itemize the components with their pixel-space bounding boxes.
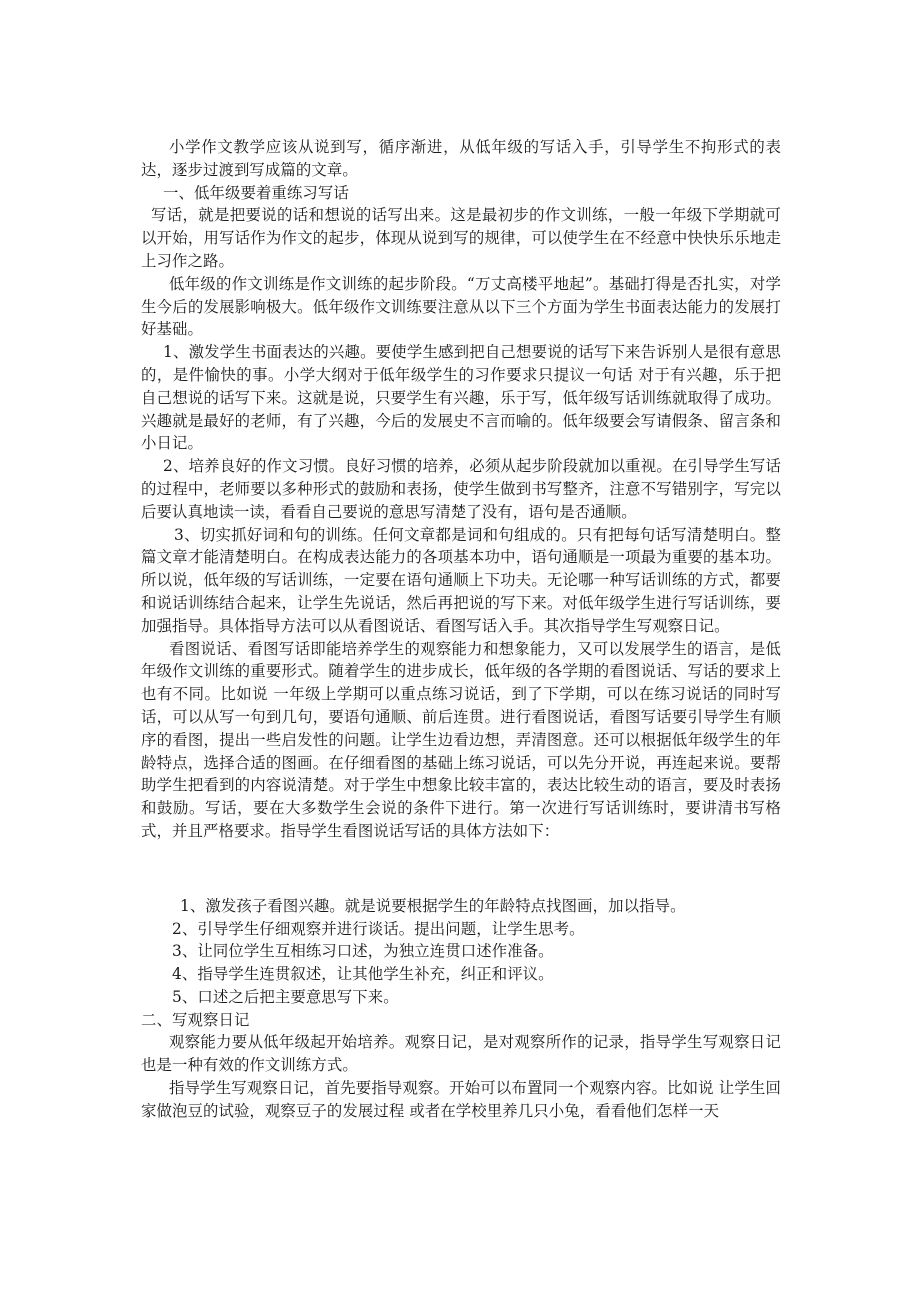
list-item: 4、指导学生连贯叙述，让其他学生补充，纠正和评议。 — [172, 965, 554, 984]
document-page — [141, 136, 781, 1123]
section-heading-2: 二、写观察日记 — [141, 1010, 250, 1029]
point-habits: 2、培养良好的作文习惯。良好习惯的培养，必须从起步阶段就加以重视。在引导学生写话的过程中，老师要以多种形式的鼓励和表扬，使学生做到书写整齐，注意不写错别字，写完以后要认真地读一读，看看自己要说的意思写清楚了没有，语句是否通顺。 — [141, 457, 781, 521]
point-interest: 1、激发学生书面表达的兴趣。要使学生感到把自己想要说的话写下来告诉别人是很有意思的，是件愉快的事。小学大纲对于低年级学生的习作要求只提议一句话 对于有兴趣，乐于把自己想说的话写下来。这就是说，只要学生有兴趣，乐于写，低年级写话训练就取得了成功。兴趣就是最好的老师，有了兴趣，今后的发展史不言而喻的。低年级要会写请假条、留言条和小日记。 — [141, 343, 781, 453]
list-item: 3、让同位学生互相练习口述，为独立连贯口述作准备。 — [172, 942, 554, 961]
list-item: 1、激发孩子看图兴趣。就是说要根据学生的年龄特点找图画，加以指导。 — [180, 896, 686, 915]
paragraph-observation-diary: 指导学生写观察日记，首先要指导观察。开始可以布置同一个观察内容。比如说 让学生回家做泡豆的试验，观察豆子的发展过程 或者在学校里养几只小兔，看看他们怎样一天 — [141, 1079, 781, 1120]
list-item: 5、口述之后把主要意思写下来。 — [172, 987, 399, 1006]
list-item: 2、引导学生仔细观察并进行谈话。提出问题，让学生思考。 — [172, 919, 585, 938]
paragraph-gap — [141, 843, 781, 895]
paragraph-observation-ability: 观察能力要从低年级起开始培养。观察日记，是对观察所作的记录，指导学生写观察日记也是一种有效的作文训练方式。 — [141, 1033, 781, 1075]
point-words-sentences: 3、切实抓好词和句的训练。任何文章都是词和句组成的。只有把每句话写清楚明白。整篇文章才能清楚明白。在构成表达能力的各项基本功中，语句通顺是一项最为重要的基本功。所以说，低年级的写话训练，一定要在语句通顺上下功夫。无论哪一种写话训练的方式，都要和说话训练结合起来，让学生先说话，然后再把说的写下来。对低年级学生进行写话训练，要加强指导。具体指导方法可以从看图说话、看图写话入手。其次指导学生写观察日记。 — [141, 525, 781, 635]
section-heading-1: 一、低年级要着重练习写话 — [163, 183, 349, 202]
intro-paragraph: 小学作文教学应该从说到写，循序渐进，从低年级的写话入手，引导学生不拘形式的表达，逐步过渡到写成篇的文章。 — [141, 138, 781, 179]
paragraph-writing-definition: 写话，就是把要说的话和想说的话写出来。这是最初步的作文训练，一般一年级下学期就可以开始，用写话作为作文的起步，体现从说到写的规律，可以使学生在不经意中快快乐乐地走上习作之路。 — [141, 206, 781, 270]
paragraph-picture-talk: 看图说话、看图写话即能培养学生的观察能力和想象能力，又可以发展学生的语言，是低年级作文训练的重要形式。随着学生的进步成长，低年级的各学期的看图说话、写话的要求上也有不同。比如说 一年级上学期可以重点练习说话，到了下学期，可以在练习说话的同时写话，可以从写一句到几句，要语句通顺、前后连贯。进行看图说话，看图写话要引导学生有顺序的看图，提出一些启发性的问题。让学生边看边想，弄清图意。还可以根据低年级学生的年龄特点，选择合适的图画。在仔细看图的基础上练习说话，可以先分开说，再连起来说。要帮助学生把看到的内容说清楚。对于学生中想象比较丰富的，表达比较生动的语言，要及时表扬和鼓励。写话，要在大多数学生会说的条件下进行。第一次进行写话训练时，要讲清书写格式，并且严格要求。指导学生看图说话写话的具体方法如下： — [141, 639, 781, 840]
paragraph-foundation: 低年级的作文训练是作文训练的起步阶段。“万丈高楼平地起”。基础打得是否扎实，对学生今后的发展影响极大。低年级作文训练要注意从以下三个方面为学生书面表达能力的发展打好基础。 — [141, 274, 781, 339]
